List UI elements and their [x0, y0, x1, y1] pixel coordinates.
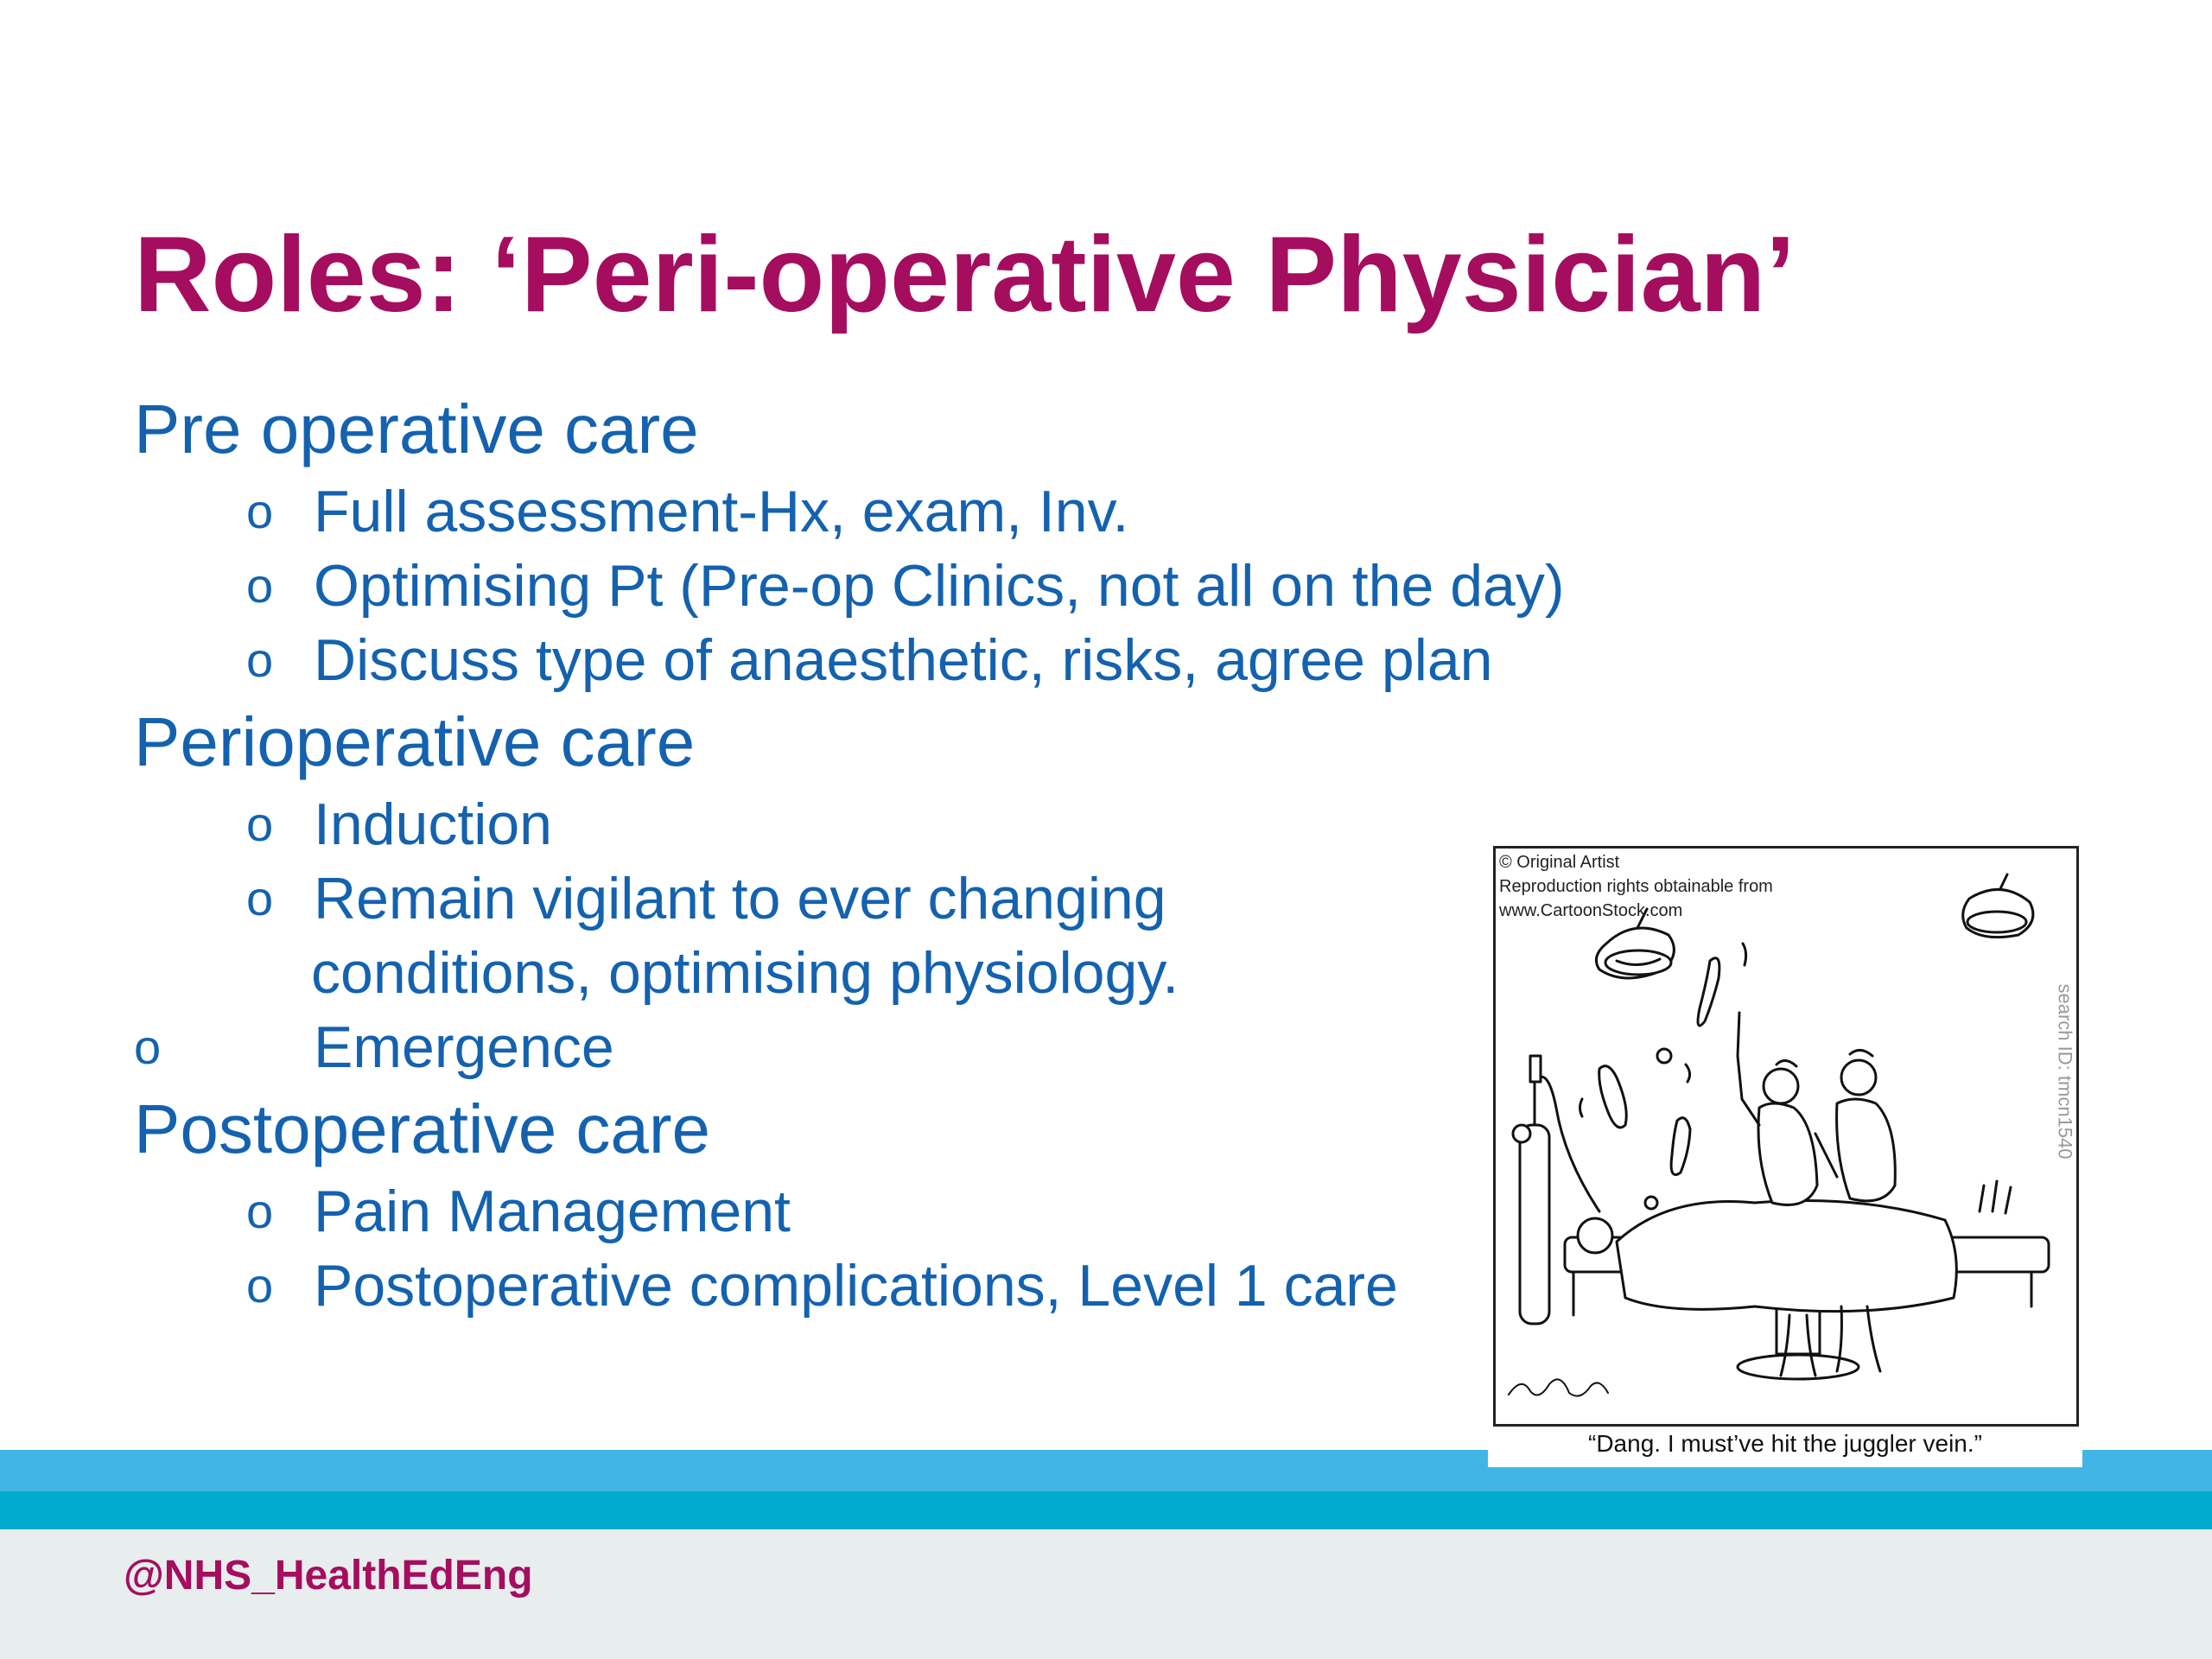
credit-line: www.CartoonStock.com	[1499, 901, 1683, 920]
list-item-text: Optimising Pt (Pre-op Clinics, not all on the day)	[314, 553, 1565, 619]
list-item-text: Pain Management	[314, 1179, 791, 1244]
list-item-text: Emergence	[314, 1014, 614, 1080]
cartoon-frame	[1493, 846, 2079, 1427]
list-item-text: Induction	[314, 791, 552, 857]
list-item	[134, 474, 1516, 549]
bullet-icon: o	[246, 632, 274, 687]
list-item-continuation	[134, 936, 1516, 1010]
oxygen-tank-icon	[1513, 1056, 1599, 1324]
surgical-lamp-right-icon	[1963, 874, 2033, 938]
list-item	[134, 1174, 1516, 1249]
cartoon-search-id: search ID: tmcn1540	[2054, 983, 2076, 1160]
list-item-text: Discuss type of anaesthetic, risks, agree plan	[314, 627, 1493, 693]
list-item	[134, 1010, 1516, 1084]
bullet-icon: o	[246, 484, 274, 538]
section-heading-preoperative: Pre operative care	[134, 391, 699, 467]
bullet-icon: o	[246, 1258, 274, 1313]
bullet-icon: o	[246, 558, 274, 613]
slide-title: Roles: ‘Peri-operative Physician’	[134, 215, 1796, 334]
list-item	[134, 623, 1516, 697]
list-item-text: Postoperative complications, Level 1 care	[314, 1253, 1398, 1319]
section-heading-perioperative: Perioperative care	[134, 703, 696, 780]
operating-table-icon	[1565, 1181, 2049, 1379]
bullet-icon: o	[134, 1020, 162, 1074]
juggled-items-icon	[1580, 944, 1746, 1209]
list-item	[134, 787, 1516, 861]
list-item	[134, 1249, 1516, 1323]
credit-line: © Original Artist	[1499, 853, 1620, 872]
section-heading-postoperative: Postoperative care	[134, 1090, 711, 1167]
bullet-icon: o	[246, 797, 274, 851]
bullet-icon: o	[246, 1184, 274, 1238]
twitter-handle: @NHS_HealthEdEng	[124, 1553, 533, 1599]
cartoon-image	[1488, 842, 2082, 1467]
bullet-icon: o	[246, 871, 274, 925]
cartoon-credit	[1499, 850, 1773, 923]
list-item-text: Full assessment-Hx, exam, Inv.	[314, 479, 1129, 544]
list-item-text: conditions, optimising physiology.	[311, 940, 1179, 1006]
cartoon-caption: “Dang. I must’ve hit the juggler vein.”	[1588, 1430, 1982, 1457]
artist-signature-icon	[1509, 1379, 1608, 1395]
footer-stripe-dark	[0, 1491, 2212, 1529]
list-item	[134, 861, 1516, 936]
list-item	[134, 549, 1565, 623]
credit-line: Reproduction rights obtainable from	[1499, 877, 1773, 896]
cartoon-drawing	[1496, 849, 2076, 1424]
list-item-text: Remain vigilant to ever changing	[314, 866, 1166, 931]
